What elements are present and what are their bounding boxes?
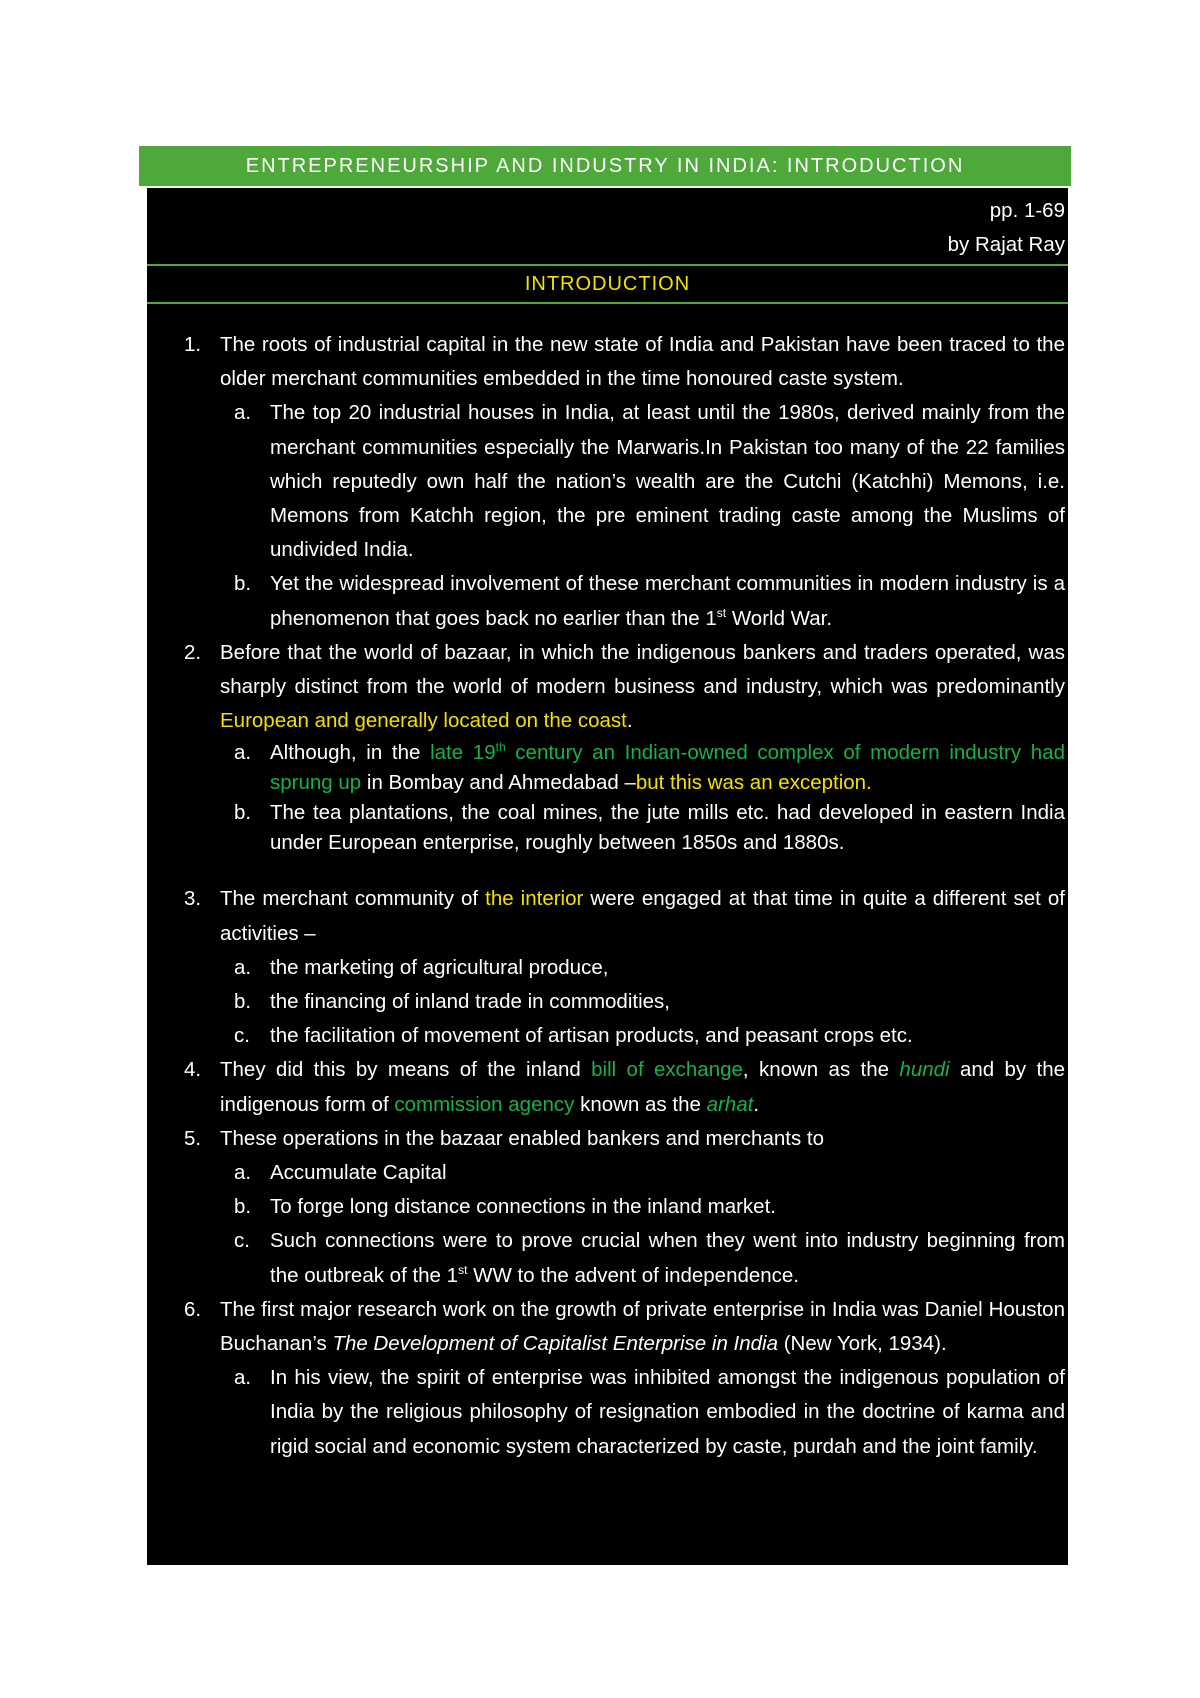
paragraph-text: Yet the widespread involvement of these merchant communities in modern industry is a phenomenon that goes back no earlier than the 1	[270, 572, 1065, 630]
sub-letter: b.	[234, 990, 252, 1014]
highlight-green: bill of exchange	[591, 1058, 743, 1082]
sub-item	[147, 985, 1065, 1019]
document-title-bar	[139, 146, 1071, 186]
paragraph-text: The roots of industrial capital in the new state of India and Pakistan have been traced to the older merchant communities embedded in the time honoured caste system.	[220, 333, 1065, 391]
paragraph-text: Accumulate Capital	[270, 1161, 447, 1185]
item-number: 2.	[184, 640, 202, 664]
sub-item	[147, 1224, 1065, 1292]
sub-letter: b.	[234, 801, 252, 825]
highlight-yellow: the interior	[485, 887, 584, 911]
paragraph-text: These operations in the bazaar enabled bankers and merchants to	[220, 1126, 824, 1150]
paragraph-text: Before that the world of bazaar, in which the indigenous bankers and traders operated, was sharply distinct from the world of modern business and industry, which was predominantly	[220, 640, 1065, 699]
list-item	[147, 1122, 1065, 1156]
paragraph-text: the marketing of agricultural produce,	[270, 955, 609, 979]
list-item	[147, 1053, 1065, 1121]
highlight-green: commission agency	[394, 1092, 575, 1116]
sub-letter: b.	[234, 572, 252, 596]
author-line: by Rajat Ray	[947, 233, 1065, 256]
sub-letter: a.	[234, 741, 252, 765]
sub-letter: a.	[234, 1161, 252, 1185]
paragraph-text: known as the	[574, 1092, 707, 1116]
page-range: pp. 1-69	[989, 199, 1065, 222]
sub-letter: c.	[234, 1024, 250, 1048]
superscript: th	[495, 740, 506, 755]
sub-item	[147, 798, 1065, 858]
paragraph-text: were engaged at that time in quite a different set of activities –	[220, 887, 1065, 945]
paragraph-text: The top 20 industrial houses in India, at least until the 1980s, derived mainly from the merchant communities especially the Marwaris.In Pakistan too many of the 22 families which reputedly own half the nation’s wealth are the Cutchi (Katchhi) Memons, i.e. Memons from Katchh region, the pre eminent trading caste among the Muslims of undivided India.	[270, 401, 1065, 562]
superscript: st	[458, 1262, 468, 1277]
sub-item	[147, 567, 1065, 635]
paragraph-text: (New York, 1934).	[778, 1332, 947, 1356]
paragraph-text: Although, in the	[270, 741, 431, 765]
item-number: 3.	[184, 887, 202, 911]
sub-letter: a.	[234, 401, 252, 425]
paragraph-text: They did this by means of the inland	[220, 1058, 592, 1082]
superscript: st	[716, 605, 727, 620]
item-number: 5.	[184, 1126, 202, 1150]
highlight-yellow: European and generally located on the coast	[220, 709, 627, 733]
sub-item	[147, 1019, 1065, 1053]
paragraph-text: the facilitation of movement of artisan products, and peasant crops etc.	[270, 1024, 913, 1048]
sub-item	[147, 396, 1065, 567]
sub-item	[147, 1361, 1065, 1464]
highlight-green: late 19	[430, 741, 496, 765]
sub-item	[147, 951, 1065, 985]
body-text	[147, 304, 1068, 1464]
item-number: 1.	[184, 333, 202, 356]
paragraph-text: and by the indigenous form of	[220, 1058, 1065, 1116]
sub-item	[147, 738, 1065, 798]
sub-letter: b.	[234, 1195, 252, 1219]
paragraph-text: To forge long distance connections in the inland market.	[270, 1195, 776, 1219]
italic-term: arhat	[706, 1092, 754, 1116]
list-item	[147, 328, 1065, 396]
sub-item	[147, 1156, 1065, 1190]
paragraph-text: in Bombay and Ahmedabad –	[361, 771, 636, 795]
highlight-green: century an Indian-owned complex of modern industry had sprung up	[270, 741, 1065, 795]
list-item	[147, 882, 1065, 950]
sub-letter: c.	[234, 1229, 250, 1253]
highlight-yellow: but this was an exception.	[635, 771, 872, 795]
sub-letter: a.	[234, 1366, 252, 1390]
paragraph-text: the financing of inland trade in commodities,	[270, 990, 670, 1014]
paragraph-text: WW to the advent of independence.	[467, 1263, 800, 1287]
section-heading: INTRODUCTION	[524, 273, 691, 295]
book-title: The Development of Capitalist Enterprise in India	[332, 1332, 779, 1356]
content-panel	[147, 188, 1068, 1565]
list-item	[147, 1293, 1065, 1361]
item-number: 6.	[184, 1297, 202, 1321]
paragraph-text: World War.	[726, 606, 833, 630]
paragraph-text: In his view, the spirit of enterprise was inhibited amongst the indigenous population of India by the religious philosophy of resignation embodied in the doctrine of karma and rigid social and economic system characterized by caste, purdah and the joint family.	[270, 1366, 1065, 1458]
paragraph-text: The tea plantations, the coal mines, the jute mills etc. had developed in eastern India under European enterprise, roughly between 1850s and 1880s.	[270, 801, 1065, 855]
paragraph-text: The first major research work on the growth of private enterprise in India was Daniel Houston Buchanan’s	[220, 1297, 1065, 1356]
paragraph-text: , known as the	[742, 1058, 900, 1082]
paragraph-text: .	[626, 709, 633, 733]
sub-letter: a.	[234, 955, 252, 979]
list-item	[147, 636, 1065, 739]
paragraph-text: .	[753, 1092, 760, 1116]
spacer	[147, 858, 1065, 882]
paragraph-text: The merchant community of	[220, 887, 486, 911]
italic-term: hundi	[899, 1058, 950, 1082]
item-number: 4.	[184, 1058, 202, 1082]
document-title: ENTREPRENEURSHIP AND INDUSTRY IN INDIA: INTRODUCTION	[245, 154, 965, 177]
paragraph-text: Such connections were to prove crucial when they went into industry beginning from the outbreak of the 1	[270, 1229, 1065, 1287]
sub-item	[147, 1190, 1065, 1224]
document-meta	[147, 188, 1068, 264]
